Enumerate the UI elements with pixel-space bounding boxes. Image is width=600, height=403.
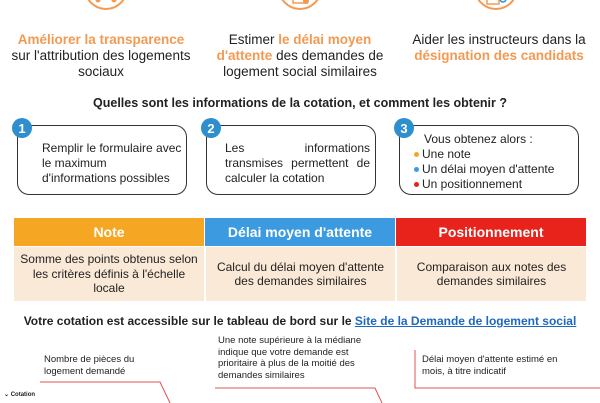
goal-delai: Estimer le délai moyen d'attente des demandes de logement social similaires xyxy=(216,32,384,79)
header-note: Note xyxy=(14,218,204,246)
section-question: Quelles sont les informations de la cotation, et comment les obtenir ? xyxy=(93,96,507,110)
clipboard-person-icon xyxy=(474,0,518,10)
step-1 xyxy=(17,120,187,195)
annotation-pieces: Nombre de pièces du logement demandé xyxy=(44,354,135,377)
goal-designation: Aider les instructeurs dans la désignation des candidats xyxy=(412,32,586,63)
step-3 xyxy=(399,120,579,195)
step-2-text: Les informations transmises permettent de calculer la cotation xyxy=(225,141,370,185)
cell-note: Somme des points obtenus selon les critères définis à l'échelle locale xyxy=(14,247,204,301)
cell-positionnement: Comparaison aux notes des demandes similaires xyxy=(396,247,586,301)
chevron-down-icon: ⌄ xyxy=(4,392,11,398)
annotation-note: Une note supérieure à la médiane indique que votre demande est prioritaire à plus de la moitié des demandes similaires xyxy=(218,335,362,381)
people-network-icon xyxy=(84,0,128,10)
yellow-dot-icon xyxy=(414,152,419,157)
header-delai: Délai moyen d'attente xyxy=(205,218,395,246)
step-3-badge: 3 xyxy=(394,118,414,138)
red-dot-icon xyxy=(414,182,419,187)
list-item: Un délai moyen d'attente xyxy=(414,162,576,177)
header-positionnement: Positionnement xyxy=(396,218,586,246)
cell-delai: Calcul du délai moyen d'attente des demandes similaires xyxy=(205,247,395,301)
step-2 xyxy=(206,120,376,195)
step-1-text: Remplir le formulaire avec le maximum d'informations possibles xyxy=(42,141,182,185)
clock-document-icon xyxy=(278,0,322,10)
list-item: Une note xyxy=(414,147,576,162)
blue-dot-icon xyxy=(414,167,419,172)
cotation-label: ⌄ Cotation xyxy=(4,392,36,398)
site-link[interactable]: Site de la Demande de logement social xyxy=(354,314,577,328)
access-line: Votre cotation est accessible sur le tableau de bord sur le Site de la Demande de logement social xyxy=(23,314,577,328)
step-3-intro: Vous obtenez alors : xyxy=(424,132,533,146)
list-item: Un positionnement xyxy=(414,177,576,192)
step-2-badge: 2 xyxy=(201,118,221,138)
step-1-badge: 1 xyxy=(12,118,32,138)
annotation-delai: Délai moyen d'attente estimé en mois, à titre indicatif xyxy=(422,354,558,377)
step-3-list xyxy=(414,147,576,192)
step-3-content xyxy=(414,132,576,192)
goal-transparence: Améliorer la transparence sur l'attribution des logements sociaux xyxy=(11,32,191,79)
